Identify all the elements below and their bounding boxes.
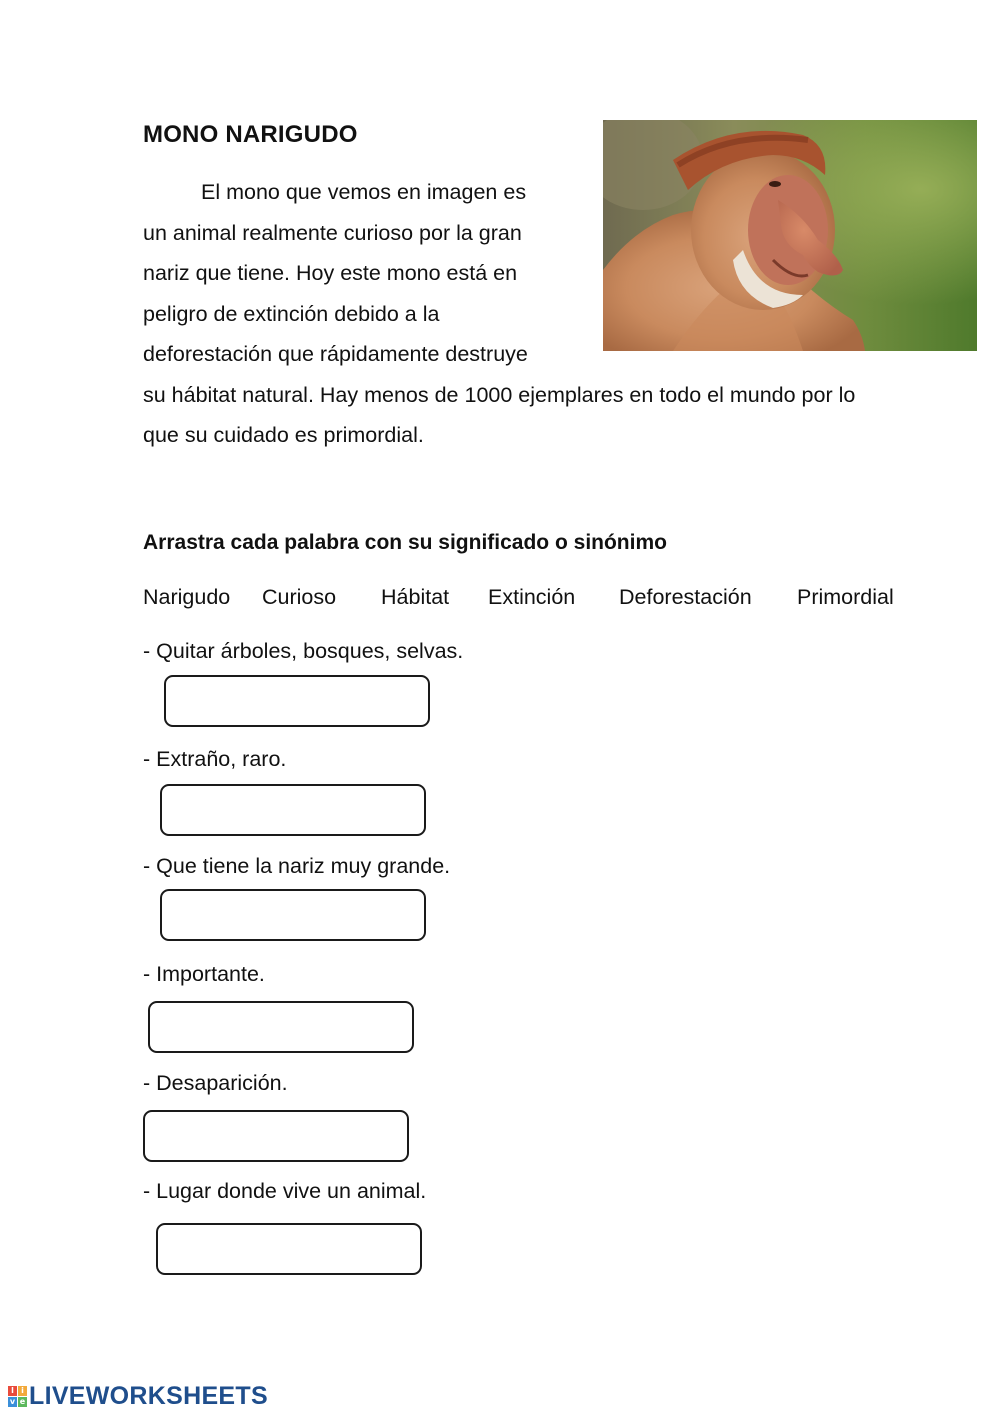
paragraph-line: nariz que tiene. Hoy este mono está en: [143, 261, 518, 285]
definition-text: - Extraño, raro.: [143, 747, 287, 771]
definition-text: - Desaparición.: [143, 1071, 288, 1095]
paragraph-line: su hábitat natural. Hay menos de 1000 ejemplares en todo el mundo por lo: [143, 383, 856, 407]
worksheet-title: MONO NARIGUDO: [143, 121, 358, 148]
drag-word-extincion[interactable]: Extinción: [488, 585, 576, 609]
drag-word-deforestacion[interactable]: Deforestación: [619, 585, 752, 609]
logo-mark-letter: v: [9, 1397, 16, 1406]
instruction-heading: Arrastra cada palabra con su significado o sinónimo: [143, 531, 667, 554]
paragraph-line: El mono que vemos en imagen es: [201, 180, 527, 204]
liveworksheets-logo: [8, 1382, 268, 1411]
answer-drop-box-5[interactable]: [143, 1110, 409, 1162]
drag-word-curioso[interactable]: Curioso: [262, 585, 337, 609]
answer-drop-box-4[interactable]: [148, 1001, 414, 1053]
paragraph-line: deforestación que rápidamente destruye: [143, 342, 528, 366]
paragraph-line: un animal realmente curioso por la gran: [143, 221, 522, 245]
answer-drop-box-3[interactable]: [160, 889, 426, 941]
answer-drop-box-1[interactable]: [164, 675, 430, 727]
paragraph-line: que su cuidado es primordial.: [143, 423, 424, 447]
answer-drop-box-6[interactable]: [156, 1223, 422, 1275]
drag-word-habitat[interactable]: Hábitat: [381, 585, 450, 609]
definition-text: - Quitar árboles, bosques, selvas.: [143, 639, 464, 663]
proboscis-monkey-photo: [603, 120, 977, 351]
logo-mark-letter: i: [18, 1386, 27, 1396]
liveworksheets-logo-icon: [8, 1386, 27, 1407]
logo-text: LIVEWORKSHEETS: [29, 1382, 268, 1410]
definition-text: - Importante.: [143, 962, 265, 986]
drag-word-primordial[interactable]: Primordial: [797, 585, 894, 609]
answer-drop-box-2[interactable]: [160, 784, 426, 836]
drag-word-narigudo[interactable]: Narigudo: [143, 585, 231, 609]
paragraph-line: peligro de extinción debido a la: [143, 302, 440, 326]
definition-text: - Lugar donde vive un animal.: [143, 1179, 427, 1203]
definition-text: - Que tiene la nariz muy grande.: [143, 854, 451, 878]
logo-mark-letter: l: [8, 1386, 17, 1396]
logo-mark-letter: e: [19, 1397, 26, 1406]
